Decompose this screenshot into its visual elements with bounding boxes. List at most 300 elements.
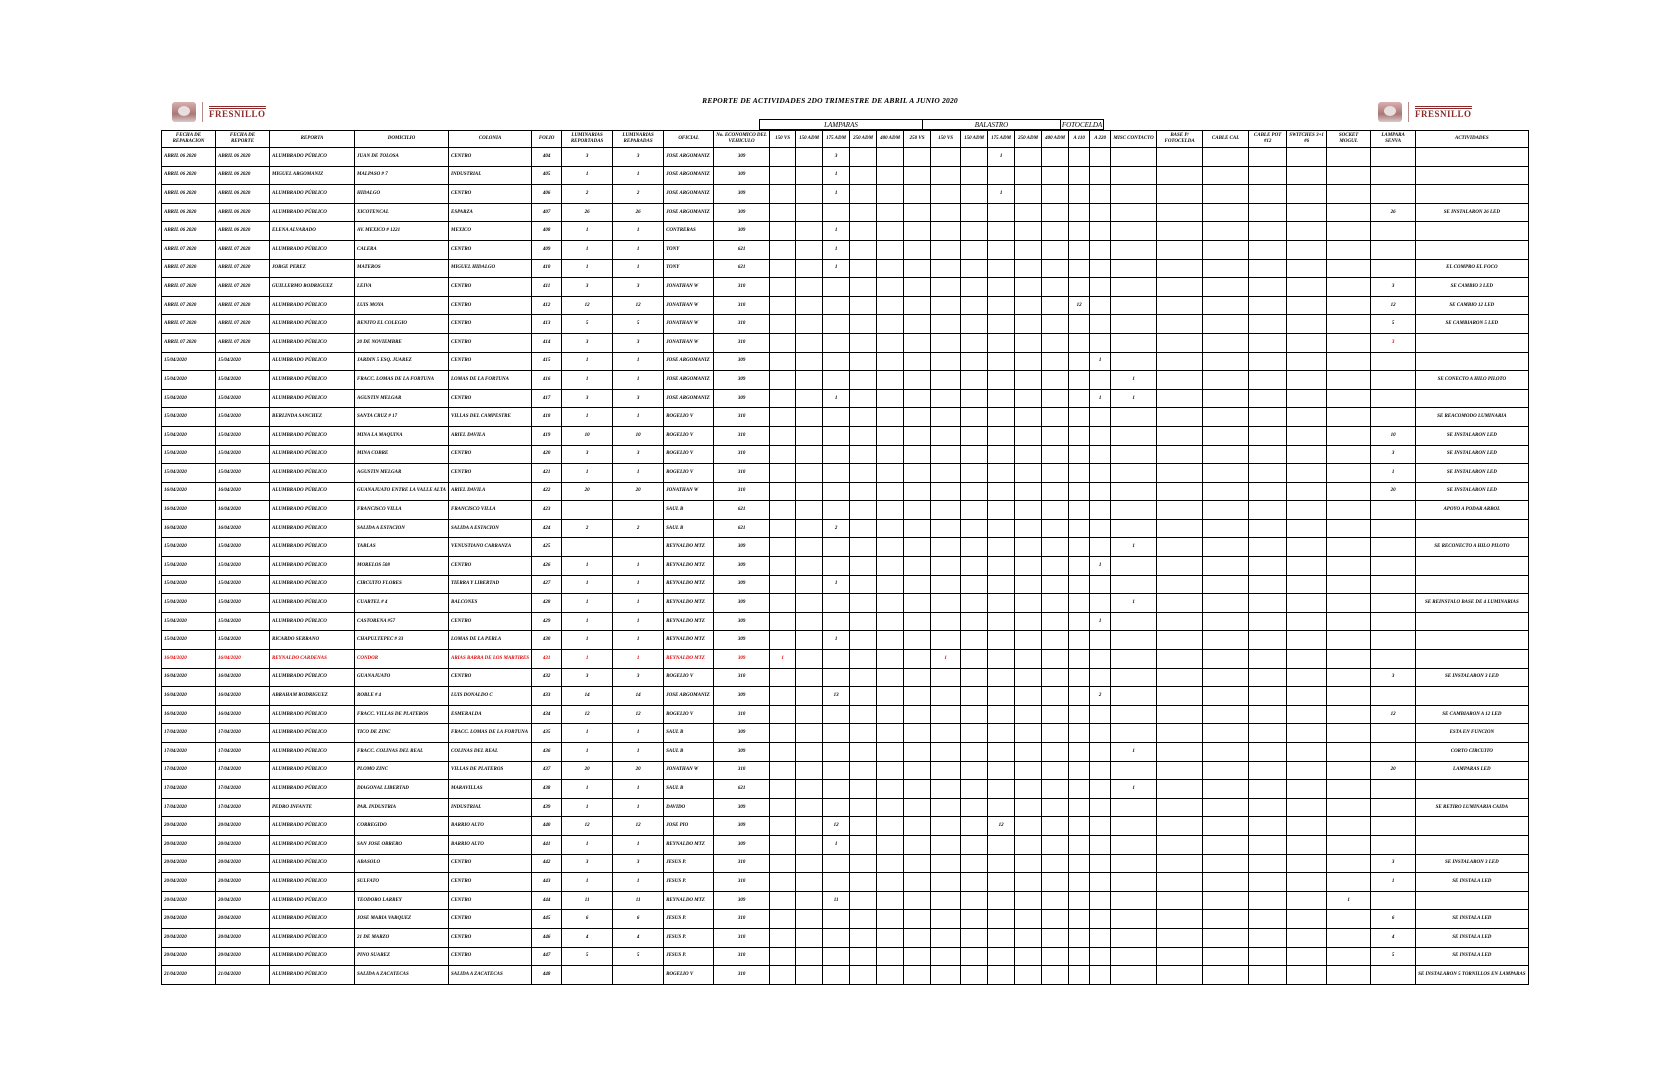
table-cell: 6 (1371, 910, 1416, 929)
table-cell: JESUS P. (664, 873, 714, 892)
table-cell (988, 594, 1015, 613)
table-cell (1111, 482, 1157, 501)
table-cell: TABLAS (355, 538, 449, 557)
table-cell (877, 557, 904, 576)
table-row (162, 259, 1529, 278)
table-cell: JONATHAN W (664, 761, 714, 780)
table-cell (1327, 259, 1371, 278)
table-cell: ABRIL 06 2020 (162, 222, 216, 241)
table-cell (796, 650, 823, 669)
table-cell: PINO SUAREZ (355, 947, 449, 966)
table-cell (770, 426, 796, 445)
table-cell (1371, 222, 1416, 241)
table-cell (988, 557, 1015, 576)
table-cell (1157, 185, 1203, 204)
table-cell (1203, 835, 1249, 854)
table-cell: 17/04/2020 (216, 724, 270, 743)
table-cell (877, 389, 904, 408)
table-cell (1371, 594, 1416, 613)
table-cell: 310 (714, 761, 770, 780)
table-cell (961, 817, 988, 836)
table-cell (988, 240, 1015, 259)
table-cell: 16/04/2020 (216, 519, 270, 538)
table-cell: SULFATO (355, 873, 449, 892)
table-cell: 310 (714, 668, 770, 687)
table-cell: 309 (714, 891, 770, 910)
table-cell (904, 519, 931, 538)
table-cell (1015, 185, 1042, 204)
table-cell (770, 835, 796, 854)
table-cell (1287, 426, 1327, 445)
table-cell (1157, 482, 1203, 501)
table-cell (961, 873, 988, 892)
table-cell: 3 (562, 333, 613, 352)
table-cell: 17/04/2020 (216, 798, 270, 817)
table-cell: ALUMBRADO PÚBLICO (270, 705, 355, 724)
table-cell: 412 (532, 296, 562, 315)
table-cell: CASTORENA #57 (355, 612, 449, 631)
table-cell: 20 (613, 482, 664, 501)
table-cell (1157, 371, 1203, 390)
table-cell: 15/04/2020 (216, 371, 270, 390)
table-cell: 310 (714, 426, 770, 445)
table-cell (1287, 557, 1327, 576)
table-cell: 428 (532, 594, 562, 613)
table-cell (1287, 780, 1327, 799)
table-cell: 20/04/2020 (162, 947, 216, 966)
table-cell (988, 612, 1015, 631)
table-cell (877, 296, 904, 315)
table-cell (1069, 631, 1090, 650)
table-row (162, 594, 1529, 613)
table-cell: 422 (532, 482, 562, 501)
table-cell (988, 966, 1015, 985)
table-cell: 1 (562, 724, 613, 743)
column-header: 150 ADM (796, 131, 823, 148)
table-cell: COLINAS DEL REAL (449, 743, 532, 762)
table-cell (931, 352, 961, 371)
table-cell (796, 464, 823, 483)
table-cell (1249, 557, 1287, 576)
table-cell: JARDIN 5 ESQ. JUAREZ (355, 352, 449, 371)
table-cell: ABRIL 06 2020 (162, 203, 216, 222)
table-cell: JOSE ARGOMANIZ (664, 185, 714, 204)
table-cell: 3 (562, 389, 613, 408)
table-cell (1069, 333, 1090, 352)
table-cell (1416, 817, 1528, 836)
table-cell (1042, 222, 1069, 241)
table-cell (1249, 780, 1287, 799)
table-cell (1157, 854, 1203, 873)
table-cell (1111, 687, 1157, 706)
table-cell (1111, 408, 1157, 427)
table-cell (961, 315, 988, 334)
table-cell (1069, 259, 1090, 278)
table-cell: 10 (1371, 426, 1416, 445)
table-cell (877, 724, 904, 743)
table-cell (1287, 575, 1327, 594)
table-cell: 15/04/2020 (162, 464, 216, 483)
table-cell (961, 761, 988, 780)
table-cell (1203, 910, 1249, 929)
table-cell (1249, 408, 1287, 427)
table-cell (1069, 464, 1090, 483)
table-cell: ALUMBRADO PÚBLICO (270, 761, 355, 780)
table-cell (1157, 873, 1203, 892)
table-cell: JESUS P. (664, 910, 714, 929)
column-header: 250 VS (904, 131, 931, 148)
table-cell (1203, 891, 1249, 910)
table-cell (961, 947, 988, 966)
table-cell: 416 (532, 371, 562, 390)
table-cell: MALPASO # 7 (355, 166, 449, 185)
table-cell: 20 (613, 761, 664, 780)
table-cell (1249, 333, 1287, 352)
table-cell: 12 (823, 817, 850, 836)
table-cell (1327, 371, 1371, 390)
table-cell: ESPARZA (449, 203, 532, 222)
table-cell: 20/04/2020 (216, 817, 270, 836)
table-cell: 1 (562, 259, 613, 278)
table-cell: CENTRO (449, 854, 532, 873)
table-cell (1090, 464, 1111, 483)
table-cell (1203, 631, 1249, 650)
table-cell: JOSE ARGOMANIZ (664, 352, 714, 371)
table-cell (1157, 259, 1203, 278)
table-cell: CONTRERAS (664, 222, 714, 241)
table-cell (770, 203, 796, 222)
table-cell (770, 966, 796, 985)
table-cell (1157, 631, 1203, 650)
table-cell: CENTRO (449, 352, 532, 371)
table-cell (850, 557, 877, 576)
group-fotocelda: FOTOCELDA (1061, 120, 1103, 129)
table-cell (1015, 873, 1042, 892)
table-cell (823, 705, 850, 724)
table-cell: SE CONECTO A HILO PILOTO (1416, 371, 1528, 390)
table-cell (1015, 612, 1042, 631)
table-cell (961, 557, 988, 576)
table-cell (1371, 966, 1416, 985)
table-cell: PLOMO ZINC (355, 761, 449, 780)
table-cell (1327, 575, 1371, 594)
table-cell (877, 203, 904, 222)
table-cell (1069, 166, 1090, 185)
table-cell (770, 296, 796, 315)
table-cell (1327, 687, 1371, 706)
table-cell (823, 445, 850, 464)
table-cell (1090, 426, 1111, 445)
column-header: A 110 (1069, 131, 1090, 148)
table-cell: ROGELIO V (664, 445, 714, 464)
table-cell (1111, 705, 1157, 724)
table-cell (1090, 538, 1111, 557)
column-header: FOLIO (532, 131, 562, 148)
table-cell (770, 687, 796, 706)
table-cell (796, 724, 823, 743)
table-cell (823, 650, 850, 669)
table-cell: JONATHAN W (664, 333, 714, 352)
table-row (162, 854, 1529, 873)
table-cell (823, 408, 850, 427)
table-cell: 621 (714, 501, 770, 520)
table-cell (1287, 891, 1327, 910)
table-cell: 310 (714, 464, 770, 483)
table-cell (1287, 371, 1327, 390)
table-cell (1069, 482, 1090, 501)
table-cell: ABRIL 06 2020 (162, 166, 216, 185)
table-cell (1111, 352, 1157, 371)
table-cell: 15/04/2020 (162, 538, 216, 557)
table-cell (904, 705, 931, 724)
table-cell: CENTRO (449, 928, 532, 947)
table-cell: 20 DE NOVIEMBRE (355, 333, 449, 352)
table-cell: SE INSTALARON LED (1416, 426, 1528, 445)
table-cell (931, 798, 961, 817)
table-cell (1042, 203, 1069, 222)
table-cell: 1 (1111, 594, 1157, 613)
table-cell (877, 798, 904, 817)
table-cell (850, 501, 877, 520)
table-cell (904, 371, 931, 390)
table-cell (796, 501, 823, 520)
table-cell (1090, 966, 1111, 985)
table-row (162, 315, 1529, 334)
table-cell: ABRIL 07 2020 (216, 240, 270, 259)
table-cell (877, 668, 904, 687)
column-header: LAMPARA SENVA (1371, 131, 1416, 148)
table-cell (1042, 928, 1069, 947)
table-cell (1090, 240, 1111, 259)
table-cell (961, 278, 988, 297)
table-cell (1249, 222, 1287, 241)
table-cell (1111, 575, 1157, 594)
table-cell (961, 910, 988, 929)
table-cell (1015, 891, 1042, 910)
table-row (162, 705, 1529, 724)
table-cell: 20/04/2020 (216, 891, 270, 910)
table-cell (613, 538, 664, 557)
table-cell (1371, 352, 1416, 371)
table-cell: PAR. INDUSTRIA (355, 798, 449, 817)
table-cell (1327, 333, 1371, 352)
table-cell: 12 (613, 705, 664, 724)
table-cell (1249, 538, 1287, 557)
table-cell: ALUMBRADO PÚBLICO (270, 817, 355, 836)
table-cell: 16/04/2020 (216, 668, 270, 687)
table-cell (850, 687, 877, 706)
table-cell (904, 631, 931, 650)
table-row (162, 798, 1529, 817)
table-cell (961, 668, 988, 687)
table-cell: 3 (613, 148, 664, 167)
table-cell (1249, 705, 1287, 724)
table-cell (850, 947, 877, 966)
table-cell (1287, 724, 1327, 743)
table-cell (1203, 575, 1249, 594)
table-cell (877, 445, 904, 464)
table-cell (1203, 650, 1249, 669)
table-cell (850, 780, 877, 799)
table-cell (1111, 966, 1157, 985)
table-cell: MEXICO (449, 222, 532, 241)
table-cell (961, 835, 988, 854)
table-cell (877, 185, 904, 204)
table-cell (1069, 780, 1090, 799)
table-cell: BARRIO ALTO (449, 817, 532, 836)
table-cell (961, 854, 988, 873)
table-cell: 20/04/2020 (162, 891, 216, 910)
table-cell: 310 (714, 947, 770, 966)
table-cell (1015, 408, 1042, 427)
table-cell (1090, 631, 1111, 650)
table-cell (1327, 426, 1371, 445)
table-cell (1090, 408, 1111, 427)
table-cell (1287, 519, 1327, 538)
table-cell (1371, 519, 1416, 538)
table-cell (823, 557, 850, 576)
table-cell (904, 538, 931, 557)
table-cell: LAMPARAS LED (1416, 761, 1528, 780)
table-cell (931, 910, 961, 929)
table-cell: 1 (1090, 612, 1111, 631)
table-cell: 3 (823, 148, 850, 167)
table-cell: 16/04/2020 (162, 482, 216, 501)
table-cell: ABRIL 07 2020 (162, 315, 216, 334)
table-cell (850, 724, 877, 743)
table-cell (1111, 222, 1157, 241)
table-cell: 21 DE MARZO (355, 928, 449, 947)
table-cell (1287, 966, 1327, 985)
table-cell: 434 (532, 705, 562, 724)
table-cell (961, 445, 988, 464)
table-cell (1111, 854, 1157, 873)
table-cell (1015, 594, 1042, 613)
table-cell: 12 (1371, 705, 1416, 724)
table-cell: 437 (532, 761, 562, 780)
table-cell (877, 947, 904, 966)
table-cell (1090, 743, 1111, 762)
table-cell (850, 203, 877, 222)
table-cell (1249, 594, 1287, 613)
table-cell (796, 873, 823, 892)
table-cell: JOSE ARGOMANIZ (664, 166, 714, 185)
table-cell (1249, 891, 1287, 910)
table-cell (770, 575, 796, 594)
table-cell (1371, 185, 1416, 204)
table-cell: 11 (823, 891, 850, 910)
table-cell (1015, 166, 1042, 185)
table-cell (931, 873, 961, 892)
table-cell: 3 (562, 148, 613, 167)
table-cell (1111, 798, 1157, 817)
table-cell: 17/04/2020 (162, 761, 216, 780)
table-cell (1090, 482, 1111, 501)
table-cell: ALUMBRADO PÚBLICO (270, 854, 355, 873)
table-cell (988, 743, 1015, 762)
table-cell (1042, 557, 1069, 576)
table-cell: 440 (532, 817, 562, 836)
table-cell: 1 (613, 743, 664, 762)
table-cell (988, 947, 1015, 966)
table-cell (1287, 705, 1327, 724)
table-cell (931, 575, 961, 594)
table-cell (850, 222, 877, 241)
table-cell: ALUMBRADO PÚBLICO (270, 464, 355, 483)
table-cell: 10 (613, 426, 664, 445)
table-cell (904, 203, 931, 222)
table-cell: 1 (1111, 538, 1157, 557)
table-cell (931, 612, 961, 631)
table-cell (1069, 668, 1090, 687)
table-cell: 309 (714, 222, 770, 241)
table-cell: ABASOLO (355, 854, 449, 873)
table-cell (1157, 910, 1203, 929)
table-cell: TIERRA Y LIBERTAD (449, 575, 532, 594)
table-cell: 1 (613, 798, 664, 817)
table-cell (904, 873, 931, 892)
table-cell: 436 (532, 743, 562, 762)
table-cell (931, 389, 961, 408)
table-cell: 1 (562, 575, 613, 594)
table-cell: GUANAJUATO (355, 668, 449, 687)
table-cell (1090, 873, 1111, 892)
table-cell: VILLAS DEL CAMPESTRE (449, 408, 532, 427)
table-cell (1249, 389, 1287, 408)
table-cell (1157, 389, 1203, 408)
table-cell: 12 (613, 817, 664, 836)
table-cell (877, 240, 904, 259)
table-cell: 15/04/2020 (216, 575, 270, 594)
table-cell (823, 594, 850, 613)
table-cell: 2 (562, 185, 613, 204)
table-cell (1203, 743, 1249, 762)
table-cell: 309 (714, 798, 770, 817)
table-cell: 1 (613, 352, 664, 371)
table-row (162, 612, 1529, 631)
table-cell: 309 (714, 389, 770, 408)
table-cell: SE CAMBIO 3 LED (1416, 278, 1528, 297)
table-cell (988, 910, 1015, 929)
table-cell: ABRIL 06 2020 (216, 148, 270, 167)
table-cell (1042, 315, 1069, 334)
table-cell (1111, 835, 1157, 854)
table-cell: ALUMBRADO PÚBLICO (270, 296, 355, 315)
logo-wordmark: FRESNILLO (1415, 106, 1472, 119)
table-cell (1371, 408, 1416, 427)
table-cell (1287, 259, 1327, 278)
table-cell: EL COMPRO EL FOCO (1416, 259, 1528, 278)
table-cell: JUAN DE TOLOSA (355, 148, 449, 167)
table-cell: 1 (562, 371, 613, 390)
table-cell (796, 482, 823, 501)
table-cell: ALUMBRADO PÚBLICO (270, 240, 355, 259)
table-cell (961, 928, 988, 947)
table-cell: 13 (823, 687, 850, 706)
table-cell: 1 (562, 631, 613, 650)
table-cell: CENTRO (449, 873, 532, 892)
table-cell (796, 259, 823, 278)
table-cell: ALUMBRADO PÚBLICO (270, 743, 355, 762)
table-cell (961, 966, 988, 985)
table-cell: 1 (1371, 464, 1416, 483)
table-cell: 426 (532, 557, 562, 576)
logo-divider (1408, 102, 1409, 122)
table-cell (931, 557, 961, 576)
table-cell: DIAGONAL LIBERTAD (355, 780, 449, 799)
table-cell (770, 761, 796, 780)
table-cell: 310 (714, 333, 770, 352)
